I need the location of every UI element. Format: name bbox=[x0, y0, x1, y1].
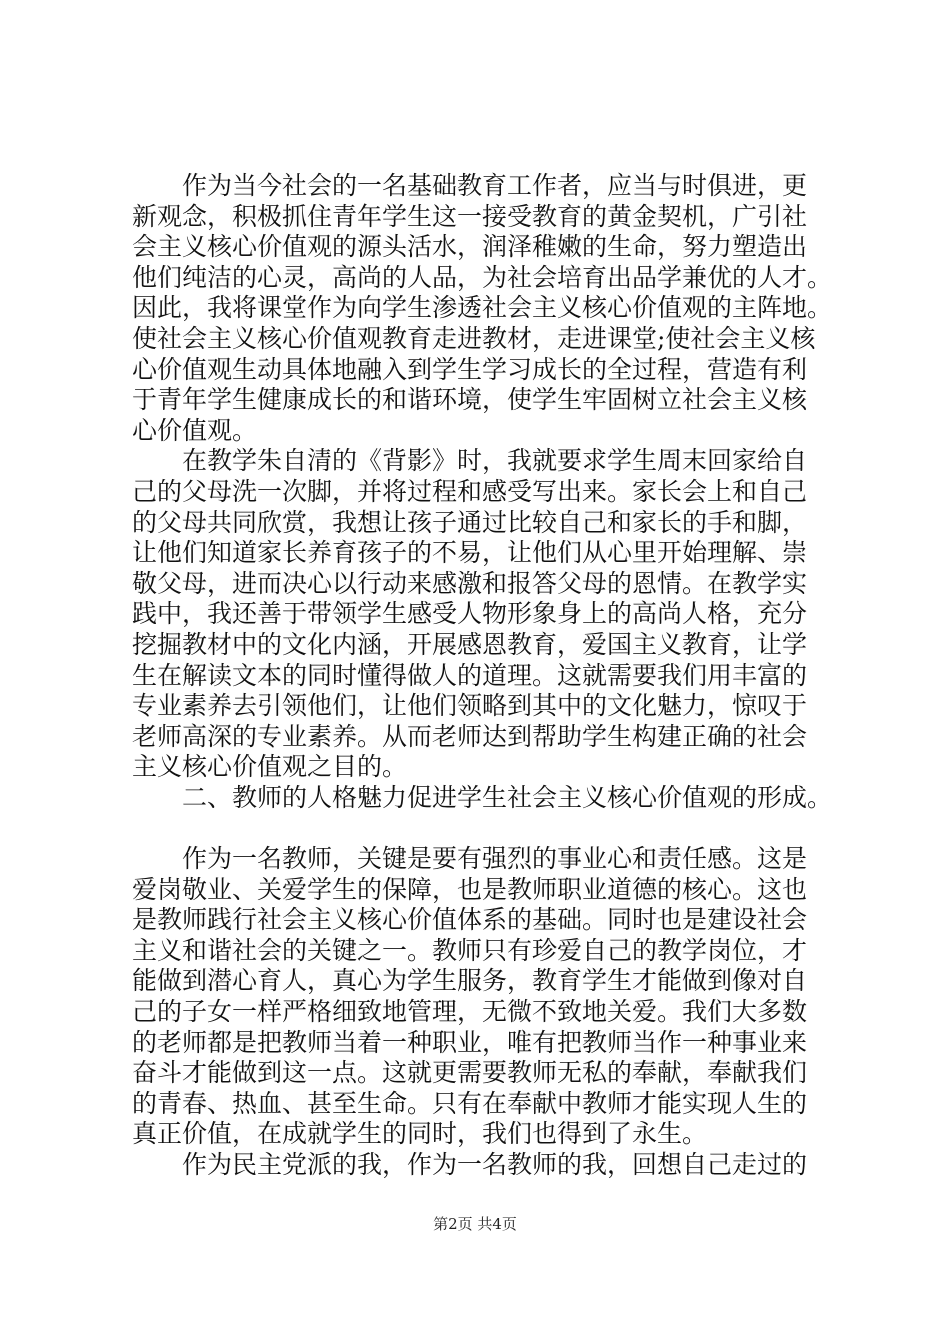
text-line: 爱岗敬业、关爱学生的保障，也是教师职业道德的核心。这也 bbox=[132, 874, 808, 904]
text-line: 的父母共同欣赏，我想让孩子通过比较自己和家长的手和脚， bbox=[132, 507, 808, 537]
paragraph-4 bbox=[132, 1150, 842, 1181]
paragraph-3 bbox=[132, 844, 842, 1150]
text-line: 老师高深的专业素养。从而老师达到帮助学生构建正确的社会 bbox=[132, 721, 808, 751]
text-line: 作为民主党派的我，作为一名教师的我，回想自己走过的 bbox=[182, 1150, 808, 1179]
text-line: 因此，我将课堂作为向学生渗透社会主义核心价值观的主阵地。 bbox=[132, 293, 833, 323]
text-line: 作为当今社会的一名基础教育工作者，应当与时俱进，更 bbox=[182, 171, 808, 200]
text-line: 让他们知道家长养育孩子的不易，让他们从心里开始理解、崇 bbox=[132, 538, 808, 568]
text-line: 心价值观生动具体地融入到学生学习成长的全过程，营造有利 bbox=[132, 354, 808, 384]
text-line: 会主义核心价值观的源头活水，润泽稚嫩的生命，努力塑造出 bbox=[132, 232, 808, 262]
document-body bbox=[132, 171, 842, 1181]
text-line: 能做到潜心育人，真心为学生服务，教育学生才能做到像对自 bbox=[132, 966, 808, 996]
paragraph-gap bbox=[132, 813, 842, 844]
text-line: 专业素养去引领他们，让他们领略到其中的文化魅力，惊叹于 bbox=[132, 691, 808, 721]
text-line: 在教学朱自清的《背影》时，我就要求学生周末回家给自 bbox=[182, 446, 808, 476]
text-line: 使社会主义核心价值观教育走进教材，走进课堂;使社会主义核 bbox=[132, 323, 816, 353]
text-line: 心价值观。 bbox=[132, 415, 258, 445]
text-line: 于青年学生健康成长的和谐环境，使学生牢固树立社会主义核 bbox=[132, 385, 808, 415]
text-line: 挖掘教材中的文化内涵，开展感恩教育，爱国主义教育，让学 bbox=[132, 629, 808, 659]
section-heading bbox=[132, 783, 842, 814]
paragraph-1 bbox=[132, 171, 842, 446]
text-line: 真正价值，在成就学生的同时，我们也得到了永生。 bbox=[132, 1119, 708, 1149]
text-line: 己的子女一样严格细致地管理，无微不致地关爱。我们大多数 bbox=[132, 997, 808, 1027]
text-line: 践中，我还善于带领学生感受人物形象身上的高尚人格，充分 bbox=[132, 599, 808, 629]
text-line: 主义核心价值观之目的。 bbox=[132, 752, 408, 782]
text-line: 作为一名教师，关键是要有强烈的事业心和责任感。这是 bbox=[182, 844, 808, 874]
page-number-footer: 第2页 共4页 bbox=[433, 1215, 517, 1233]
text-line: 生在解读文本的同时懂得做人的道理。这就需要我们用丰富的 bbox=[132, 660, 808, 690]
text-line: 他们纯洁的心灵，高尚的人品，为社会培育出品学兼优的人才。 bbox=[132, 262, 833, 292]
paragraph-2 bbox=[132, 446, 842, 783]
text-line: 奋斗才能做到这一点。这就更需要教师无私的奉献，奉献我们 bbox=[132, 1058, 808, 1088]
heading-line: 二、教师的人格魅力促进学生社会主义核心价值观的形成。 bbox=[182, 782, 833, 812]
text-line: 主义和谐社会的关键之一。教师只有珍爱自己的教学岗位，才 bbox=[132, 935, 808, 965]
text-line: 己的父母洗一次脚，并将过程和感受写出来。家长会上和自己 bbox=[132, 476, 808, 506]
text-line: 是教师践行社会主义核心价值体系的基础。同时也是建设社会 bbox=[132, 905, 808, 935]
text-line: 的老师都是把教师当着一种职业，唯有把教师当作一种事业来 bbox=[132, 1027, 808, 1057]
text-line: 敬父母，进而决心以行动来感激和报答父母的恩情。在教学实 bbox=[132, 568, 808, 598]
text-line: 的青春、热血、甚至生命。只有在奉献中教师才能实现人生的 bbox=[132, 1088, 808, 1118]
text-line: 新观念，积极抓住青年学生这一接受教育的黄金契机，广引社 bbox=[132, 201, 808, 231]
